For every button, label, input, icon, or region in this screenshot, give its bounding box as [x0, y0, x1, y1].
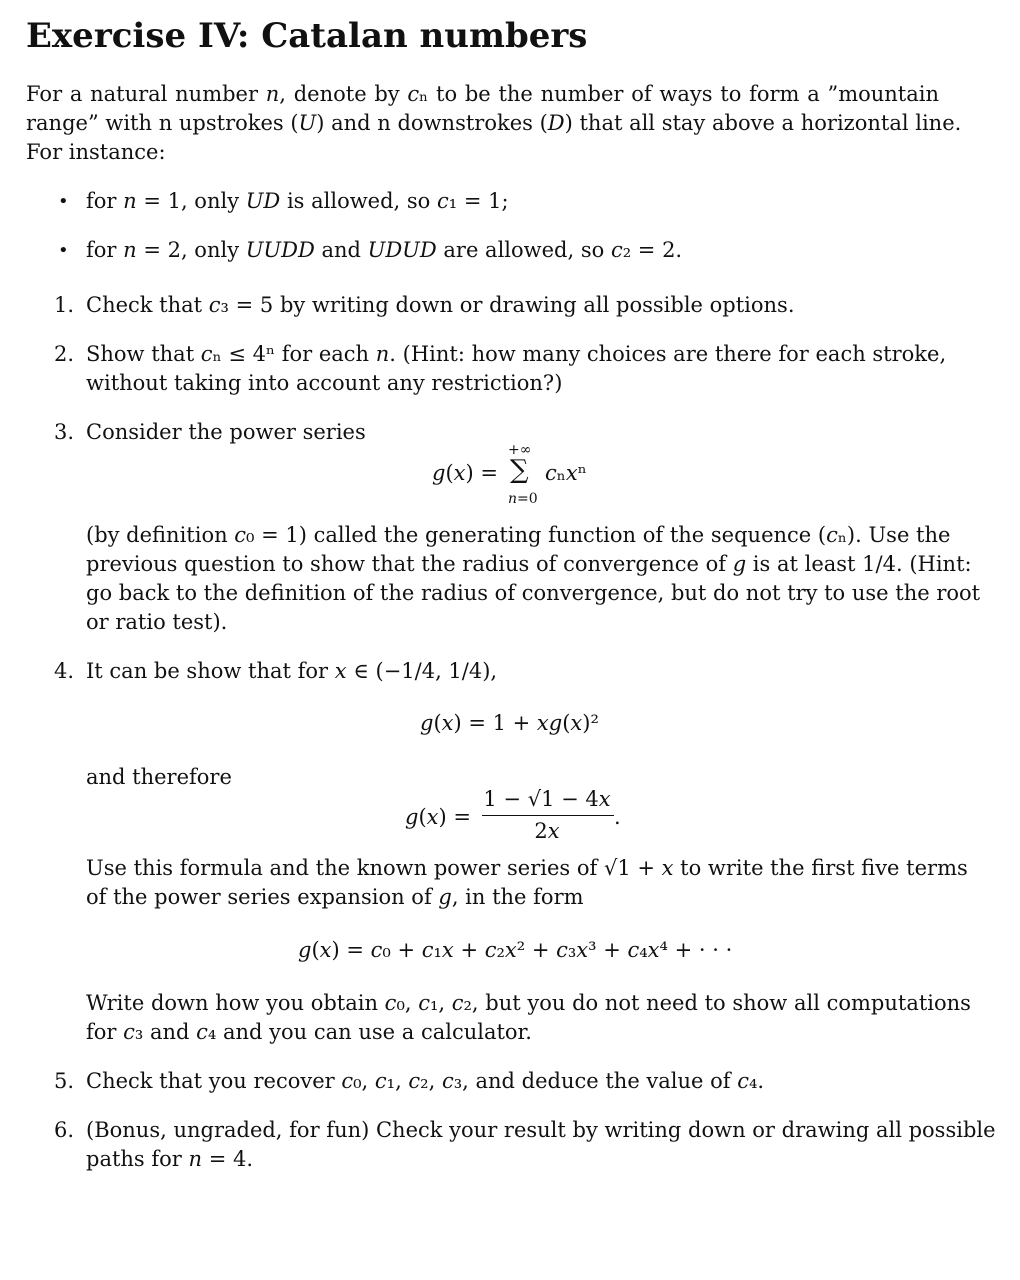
- intro-line-3: For instance:: [26, 140, 166, 164]
- equation-period: .: [614, 805, 621, 829]
- equation-closed-form-lhs: 𝑔(𝑥) =: [405, 805, 471, 829]
- equation-closed-form-numerator: 1 − √1 − 4𝑥: [483, 787, 611, 811]
- item-4-write-line-1: Write down how you obtain 𝑐₀, 𝑐₁, 𝑐₂, but you do not need to show all computations: [86, 991, 971, 1015]
- equation-closed-form-denominator: 2𝑥: [534, 819, 560, 843]
- item-number: 1.: [54, 293, 75, 317]
- item-3-after-line-3: go back to the definition of the radius of convergence, but do not try to use the root: [86, 581, 981, 605]
- item-3-after-line-1: (by definition 𝑐₀ = 1) called the generating function of the sequence (𝑐ₙ). Use the: [86, 523, 951, 547]
- bullet-item: for 𝑛 = 1, only 𝑈𝐷 is allowed, so 𝑐₁ = 1;: [86, 189, 509, 213]
- series-sigma: ∑: [510, 455, 529, 485]
- and-therefore: and therefore: [86, 765, 232, 789]
- fraction-bar: [482, 815, 614, 816]
- item-4-write-line-2: for 𝑐₃ and 𝑐₄ and you can use a calculator.: [86, 1020, 532, 1044]
- item-number: 4.: [54, 659, 75, 683]
- item-1-text: Check that 𝑐₃ = 5 by writing down or drawing all possible options.: [86, 293, 795, 317]
- intro-line-1: For a natural number 𝑛, denote by 𝑐ₙ to be the number of ways to form a ”mountain: [26, 82, 939, 106]
- item-6-line-2: paths for 𝑛 = 4.: [86, 1147, 254, 1171]
- item-3-after-line-2: previous question to show that the radius of convergence of 𝑔 is at least 1/4. (Hint:: [86, 552, 972, 576]
- series-term: 𝑐ₙ𝑥ⁿ: [545, 461, 587, 485]
- exercise-title: Exercise IV: Catalan numbers: [26, 16, 588, 56]
- item-6-line-1: (Bonus, ungraded, for fun) Check your result by writing down or drawing all possible: [86, 1118, 996, 1142]
- item-4-line-1: It can be show that for 𝑥 ∈ (−1/4, 1/4),: [86, 659, 498, 683]
- item-number: 6.: [54, 1118, 75, 1142]
- series-lower-limit: 𝑛=0: [508, 491, 538, 507]
- equation-functional: 𝑔(𝑥) = 1 + 𝑥𝑔(𝑥)²: [420, 711, 599, 735]
- item-4-use-line-1: Use this formula and the known power series of √1 + 𝑥 to write the first five terms: [86, 856, 968, 880]
- item-2-line-2: without taking into account any restriction?): [86, 371, 563, 395]
- series-lhs: 𝑔(𝑥) =: [432, 461, 498, 485]
- item-number: 3.: [54, 420, 75, 444]
- bullet-item: for 𝑛 = 2, only 𝑈𝑈𝐷𝐷 and 𝑈𝐷𝑈𝐷 are allowed, so 𝑐₂ = 2.: [86, 238, 683, 262]
- item-number: 5.: [54, 1069, 75, 1093]
- series-upper-limit: +∞: [508, 442, 532, 458]
- item-2-line-1: Show that 𝑐ₙ ≤ 4ⁿ for each 𝑛. (Hint: how many choices are there for each stroke,: [86, 342, 947, 366]
- item-number: 2.: [54, 342, 75, 366]
- bullet-dot: •: [58, 191, 69, 212]
- item-3-line-1: Consider the power series: [86, 420, 366, 444]
- item-4-use-line-2: of the power series expansion of 𝑔, in the form: [86, 885, 584, 909]
- item-3-after-line-4: or ratio test).: [86, 610, 228, 634]
- bullet-dot: •: [58, 240, 69, 261]
- intro-line-2: range” with n upstrokes (𝑈) and n downstrokes (𝐷) that all stay above a horizontal line.: [26, 111, 962, 135]
- item-5-text: Check that you recover 𝑐₀, 𝑐₁, 𝑐₂, 𝑐₃, and deduce the value of 𝑐₄.: [86, 1069, 765, 1093]
- equation-power-series: 𝑔(𝑥) = 𝑐₀ + 𝑐₁𝑥 + 𝑐₂𝑥² + 𝑐₃𝑥³ + 𝑐₄𝑥⁴ + · · ·: [298, 938, 733, 962]
